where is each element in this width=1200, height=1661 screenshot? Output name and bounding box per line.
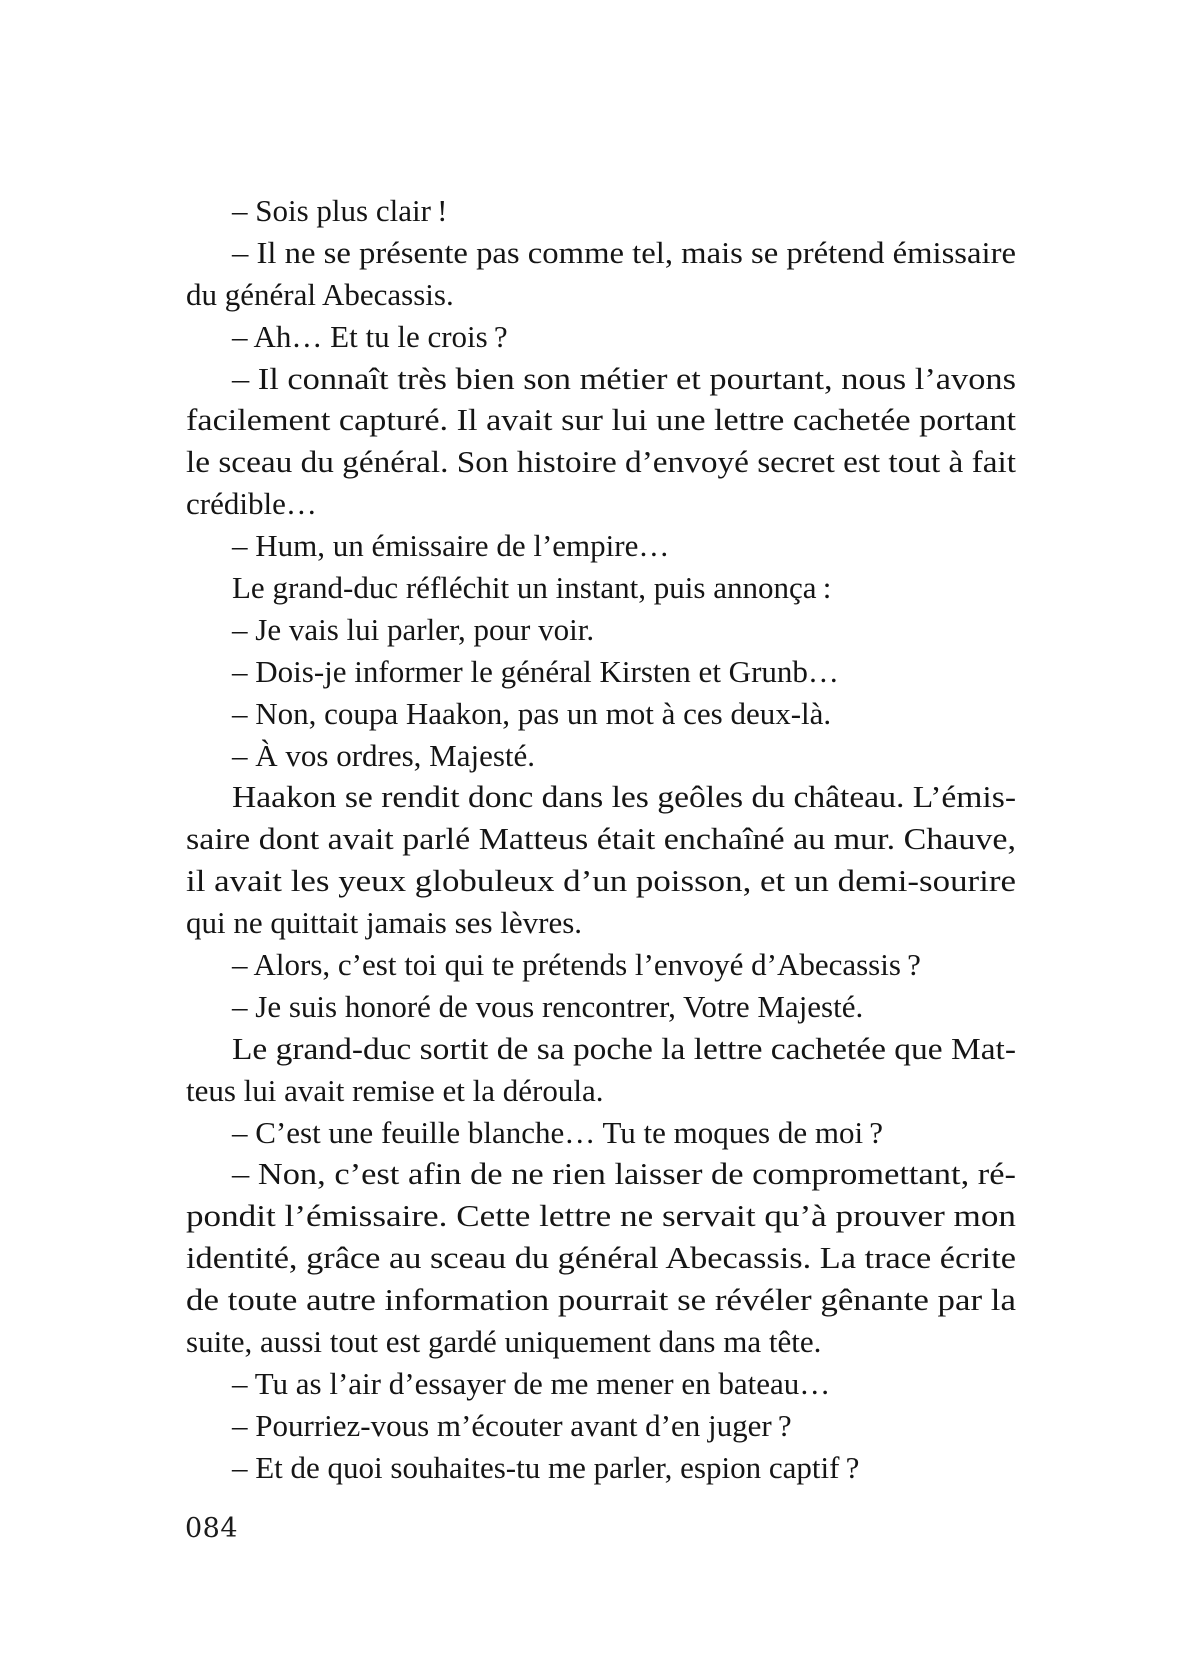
text-line xyxy=(186,1405,1016,1447)
paragraph xyxy=(186,525,1016,567)
text-line-content: saire dont avait parlé Matteus était enchaîné au mur. Chauve, xyxy=(186,821,1017,857)
text-line xyxy=(186,818,1016,860)
paragraph xyxy=(186,316,1016,358)
text-line-content: le sceau du général. Son histoire d’envoyé secret est tout à fait xyxy=(186,444,1016,480)
text-line-content: de toute autre information pourrait se révéler gênante par la xyxy=(186,1282,1016,1318)
text-line xyxy=(186,1028,1016,1070)
text-line-content: suite, aussi tout est gardé uniquement dans ma tête. xyxy=(186,1324,822,1360)
text-line xyxy=(186,274,1016,316)
text-line xyxy=(186,483,1016,525)
text-line-content: – Je vais lui parler, pour voir. xyxy=(232,611,595,647)
page-text xyxy=(186,190,1016,1489)
page-number: 084 xyxy=(185,1513,239,1544)
text-line xyxy=(186,1112,1016,1154)
paragraph xyxy=(186,986,1016,1028)
text-line xyxy=(186,1447,1016,1489)
paragraph xyxy=(186,1447,1016,1489)
text-line-content: il avait les yeux globuleux d’un poisson, et un demi-sourire xyxy=(186,863,1017,899)
text-line xyxy=(186,860,1016,902)
text-line xyxy=(186,1237,1016,1279)
text-line xyxy=(186,1195,1016,1237)
paragraph xyxy=(186,190,1016,232)
paragraph xyxy=(186,567,1016,609)
text-line-content: – Non, c’est afin de ne rien laisser de compromettant, ré- xyxy=(232,1156,1016,1192)
text-line-content: – Sois plus clair ! xyxy=(232,193,448,228)
text-line-content: – À vos ordres, Majesté. xyxy=(232,737,536,773)
text-line xyxy=(186,1279,1016,1321)
text-line xyxy=(186,693,1016,735)
text-line xyxy=(186,190,1016,232)
text-line xyxy=(186,316,1016,358)
text-line xyxy=(186,776,1016,818)
paragraph xyxy=(186,776,1016,944)
text-line-content: – Il connaît très bien son métier et pourtant, nous l’avons xyxy=(232,360,1016,396)
text-line-content: – Non, coupa Haakon, pas un mot à ces deux-là. xyxy=(232,695,832,731)
text-line xyxy=(186,944,1016,986)
text-line xyxy=(186,399,1016,441)
text-line-content: identité, grâce au sceau du général Abecassis. La trace écrite xyxy=(186,1240,1016,1276)
text-line-content: – Alors, c’est toi qui te prétends l’envoyé d’Abecassis ? xyxy=(232,947,921,983)
text-line-content: facilement capturé. Il avait sur lui une lettre cachetée portant xyxy=(186,402,1016,438)
paragraph xyxy=(186,693,1016,735)
paragraph xyxy=(186,1405,1016,1447)
text-line-content: – Je suis honoré de vous rencontrer, Votre Majesté. xyxy=(232,988,864,1024)
text-line xyxy=(186,1363,1016,1405)
text-line xyxy=(186,567,1016,609)
text-line-content: Le grand-duc réfléchit un instant, puis annonça : xyxy=(232,570,832,606)
paragraph xyxy=(186,1028,1016,1112)
text-line-content: – Ah… Et tu le crois ? xyxy=(232,318,508,354)
text-line xyxy=(186,651,1016,693)
text-line xyxy=(186,1070,1016,1112)
text-line-content: – Pourriez-vous m’écouter avant d’en juger ? xyxy=(232,1407,792,1443)
paragraph xyxy=(186,609,1016,651)
text-line-content: du général Abecassis. xyxy=(186,276,454,312)
text-line-content: pondit l’émissaire. Cette lettre ne servait qu’à prouver mon xyxy=(186,1198,1016,1234)
text-line-content: – Dois-je informer le général Kirsten et Grunb… xyxy=(232,653,839,689)
text-line xyxy=(186,986,1016,1028)
text-line xyxy=(186,609,1016,651)
paragraph xyxy=(186,1112,1016,1154)
paragraph xyxy=(186,651,1016,693)
text-line xyxy=(186,902,1016,944)
paragraph xyxy=(186,1153,1016,1362)
text-line-content: – Et de quoi souhaites-tu me parler, espion captif ? xyxy=(232,1449,860,1485)
text-line-content: Le grand-duc sortit de sa poche la lettre cachetée que Mat- xyxy=(232,1030,1017,1066)
text-line xyxy=(186,1153,1016,1195)
text-line-content: crédible… xyxy=(186,486,317,522)
text-line-content: teus lui avait remise et la déroula. xyxy=(186,1072,604,1108)
text-line-content: – Il ne se présente pas comme tel, mais se prétend émissaire xyxy=(232,234,1016,270)
text-line xyxy=(186,735,1016,777)
text-line xyxy=(186,441,1016,483)
text-line-content: qui ne quittait jamais ses lèvres. xyxy=(186,905,583,941)
text-line xyxy=(186,232,1016,274)
text-line xyxy=(186,525,1016,567)
text-line-content: – Tu as l’air d’essayer de me mener en bateau… xyxy=(232,1365,831,1401)
paragraph xyxy=(186,735,1016,777)
paragraph xyxy=(186,232,1016,316)
text-line xyxy=(186,1321,1016,1363)
text-line-content: Haakon se rendit donc dans les geôles du château. L’émis- xyxy=(232,779,1016,815)
text-line xyxy=(186,358,1016,400)
paragraph xyxy=(186,1363,1016,1405)
text-line-content: – C’est une feuille blanche… Tu te moques de moi ? xyxy=(232,1114,884,1150)
text-line-content: – Hum, un émissaire de l’empire… xyxy=(232,528,670,564)
paragraph xyxy=(186,358,1016,526)
paragraph xyxy=(186,944,1016,986)
